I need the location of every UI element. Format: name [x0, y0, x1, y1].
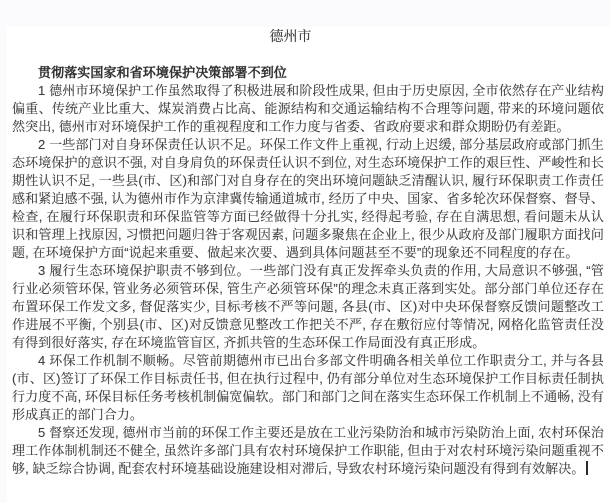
paragraph-5-text: 5 督察还发现, 德州市当前的环保工作主要还是放在工业污染防治和城市污染防治上面, 农村环保治理工作体制机制还不健全, 虽然许多部门具有农村环境保护工作职能, 但由于对农村环境污染问题重视不够, 缺乏综合协调, 配套农村环境基础设施建设相对滞后, 导致农村环境污染问题没有得到有效解决。	[12, 425, 604, 476]
document-body	[12, 64, 604, 478]
paragraph-3: 3 履行生态环境保护职责不够到位。一些部门没有真正发挥牵头负责的作用, 大局意识不够强, “管行业必须管环保, 管业务必须管环保, 管生产必须管环保”的理念未真正落到实处。部分部门单位还存在布置环保工作发文多, 督促落实少, 目标考核不严等问题, 各县(市、区)对中央环保督察反馈问题整改工作进展不平衡, 个别县(市、区)对反馈意见整改工作把关不严, 存在敷衍应付等情况, 网格化监管责任没有得到很好落实, 存在环境监管盲区, 齐抓共管的生态环保工作局面没有真正形成。	[12, 263, 604, 350]
paragraph-2: 2 一些部门对自身环保责任认识不足。环保工作文件上重视, 行动上迟缓, 部分基层政府或部门抓生态环境保护的意识不强, 对自身肩负的环保责任认识不到位, 对生态环境保护工作的艰巨性、严峻性和长期性认识不足, 一些县(市、区)和部门对自身存在的突出环境问题缺乏清醒认识, 履行环保职责工作责任感和紧迫感不强, 认为德州市作为京津冀传输通道城市, 经历了中央、国家、省多轮次环保督察、督导、检查, 在履行环保职责和环保监管等方面已经做得十分扎实, 经得起考验, 存在自满思想, 看问题未从认识和管理上找原因, 习惯把问题归咎于客观因素, 问题多聚焦在企业上, 很少从政府及部门履职方面找问题, 在环境保护方面“说起来重要、做起来次要、遇到具体问题甚至不要”的现象还不同程度的存在。	[12, 137, 604, 260]
document-title: 德州市	[269, 28, 312, 44]
paragraph-5	[12, 424, 604, 478]
section-heading: 贯彻落实国家和省环境保护决策部署不到位	[38, 65, 287, 80]
text-cursor-icon[interactable]	[586, 461, 588, 475]
scanned-page	[7, 27, 610, 503]
paragraph-4: 4 环保工作机制不顺畅。尽管前期德州市已出台多部文件明确各相关单位工作职责分工, 并与各县(市、区)签订了环保工作目标责任书, 但在执行过程中, 仍有部分单位对生态环境保护工作目标责任制执行力度不高, 环保目标任务考核机制偏宽偏软。部门和部门之间在落实生态环保工作机制上不通畅, 没有形成真正的部门合力。	[12, 353, 604, 422]
paragraph-1: 1 德州市环境保护工作虽然取得了积极进展和阶段性成果, 但由于历史原因, 全市依然存在产业结构偏重、传统产业比重大、煤炭消费占比高、能源结构和交通运输结构不合理等问题, 带来的环境问题依然突出, 德州市对环境保护工作的重视程度和工作力度与省委、省政府要求和群众期盼仍有差距。	[12, 83, 604, 134]
